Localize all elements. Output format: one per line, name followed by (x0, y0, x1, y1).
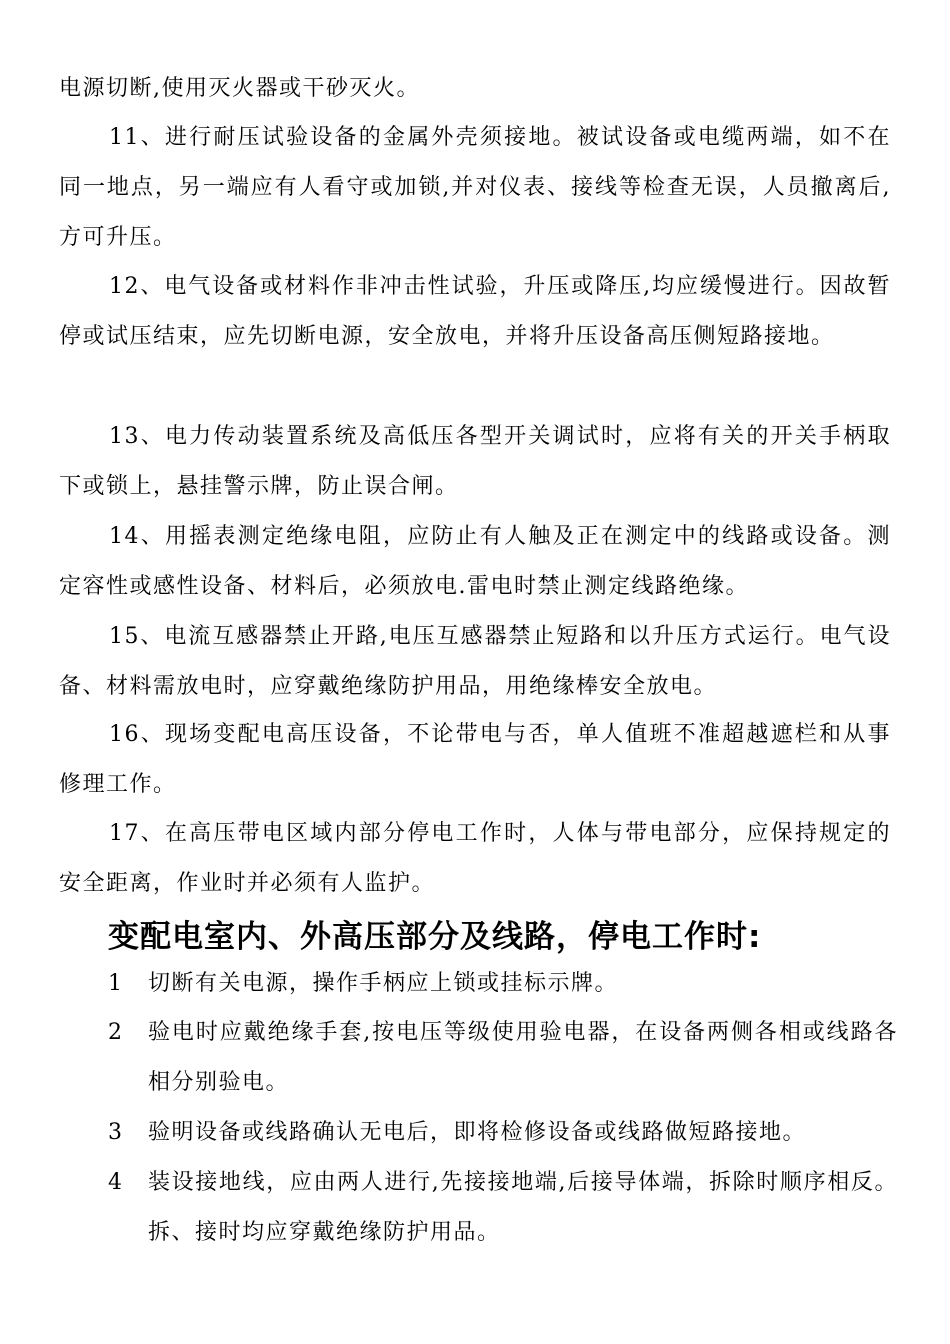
paragraph-item-14: 14、用摇表测定绝缘电阻，应防止有人触及正在测定中的线路或设备。测定容性或感性设备、材料后，必须放电.雷电时禁止测定线路绝缘。 (59, 524, 891, 599)
step-text: 切断有关电源，操作手柄应上锁或挂标示牌。 (148, 971, 619, 996)
paragraph-item-12: 12、电气设备或材料作非冲击性试验，升压或降压,均应缓慢进行。因故暂停或试压结束，应先切断电源，安全放电，并将升压设备高压侧短路接地。 (59, 274, 891, 349)
section-heading: 变配电室内、外高压部分及线路，停电工作时: (108, 919, 762, 955)
paragraph-item-17: 17、在高压带电区域内部分停电工作时，人体与带电部分，应保持规定的安全距离，作业时并必须有人监护。 (59, 821, 891, 896)
step-text: 验明设备或线路确认无电后，即将检修设备或线路做短路接地。 (148, 1120, 807, 1145)
step-number: 3 (108, 1120, 124, 1145)
paragraph-item-15: 15、电流互感器禁止开路,电压互感器禁止短路和以升压方式运行。电气设备、材料需放电时，应穿戴绝缘防护用品，用绝缘棒安全放电。 (59, 624, 891, 699)
paragraph-item-16: 16、现场变配电高压设备，不论带电与否，单人值班不准超越遮栏和从事修理工作。 (59, 722, 891, 797)
step-text: 装设接地线，应由两人进行,先接接地端,后接导体端，拆除时顺序相反。拆、接时均应穿戴绝缘防护用品。 (148, 1170, 898, 1245)
paragraph-item-11: 11、进行耐压试验设备的金属外壳须接地。被试设备或电缆两端，如不在同一地点，另一端应有人看守或加锁,并对仪表、接线等检查无误，人员撤离后,方可升压。 (59, 125, 891, 250)
step-number: 1 (108, 971, 124, 996)
step-text: 验电时应戴绝缘手套,按电压等级使用验电器，在设备两侧各相或线路各相分别验电。 (148, 1020, 898, 1095)
paragraph-item-13: 13、电力传动装置系统及高低压各型开关调试时，应将有关的开关手柄取下或锁上，悬挂警示牌，防止误合闸。 (59, 424, 891, 499)
paragraph-continuation: 电源切断,使用灭火器或干砂灭火。 (59, 76, 420, 101)
step-number: 2 (108, 1020, 124, 1045)
step-number: 4 (108, 1170, 124, 1195)
